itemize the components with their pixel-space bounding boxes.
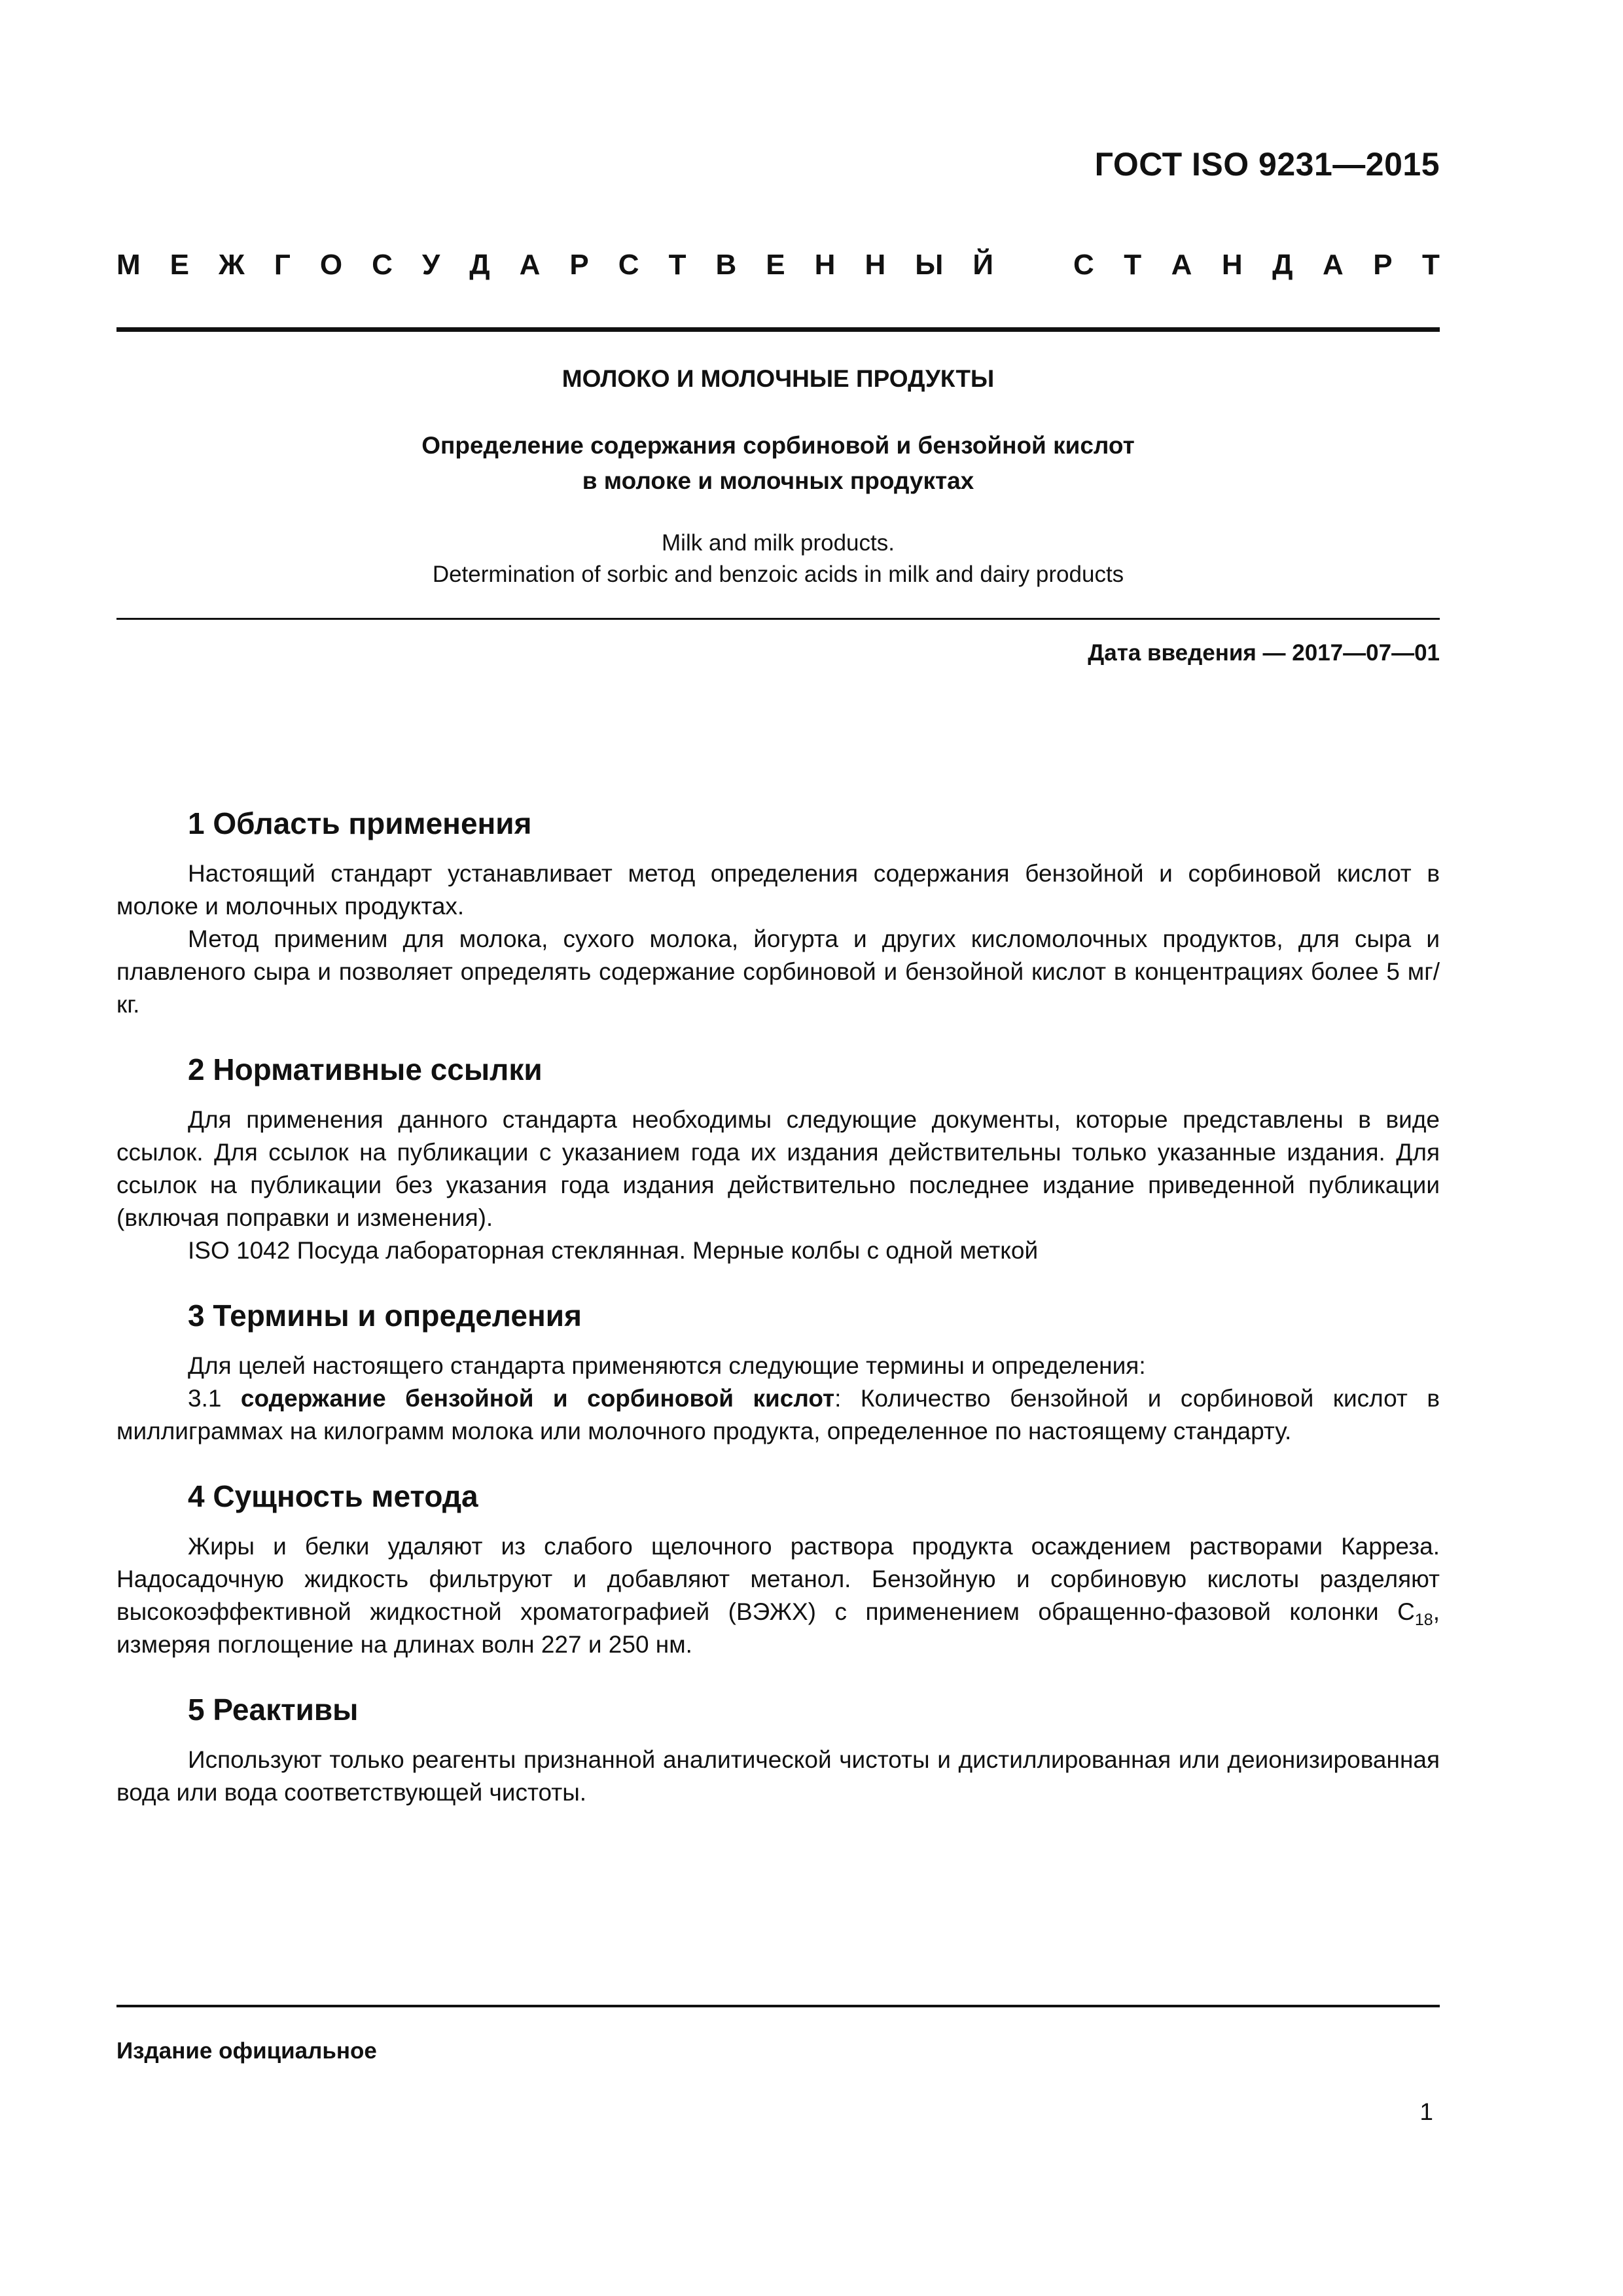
banner-letter: У: [421, 249, 440, 281]
introduction-date: Дата введения — 2017—07—01: [1088, 640, 1440, 666]
official-edition-note: Издание официальное: [116, 2038, 377, 2064]
banner-letter: А: [1322, 249, 1344, 281]
banner-letter: Т: [668, 249, 687, 281]
banner-letter: Н: [814, 249, 836, 281]
banner-letter: С: [1073, 249, 1094, 281]
banner-letter: Р: [1373, 249, 1393, 281]
english-title-line-1: Milk and milk products.: [662, 530, 895, 556]
paragraph: [116, 1530, 1440, 1661]
section-heading: 1 Область применения: [188, 806, 532, 840]
banner-letter: Т: [1124, 249, 1142, 281]
banner-letter: Д: [469, 249, 490, 281]
banner-letter: Г: [274, 249, 291, 281]
section-scope: [116, 804, 1440, 1021]
banner-letter: А: [519, 249, 541, 281]
banner-letter: С: [618, 249, 639, 281]
subtitle-line-1: Определение содержания сорбиновой и бензойной кислот: [421, 432, 1135, 459]
banner-letter: Д: [1272, 249, 1293, 281]
subtitle: [116, 428, 1440, 499]
document-body: [116, 804, 1440, 1838]
english-title-line-2: Determination of sorbic and benzoic acids in milk and dairy products: [432, 562, 1124, 587]
paragraph-text: Жиры и белки удаляют из слабого щелочного раствора продукта осаждением растворами Карреза. Надосадочную жидкость фильтруют и добавляют метанол. Бензойную и сорбиновую кислоты разделяют высокоэффективной жидкостной хроматографией (ВЭЖХ) с применением обращенно-фазовой колонки С: [116, 1533, 1440, 1625]
footer-divider: [116, 2005, 1440, 2007]
standard-type-word-1: [116, 249, 993, 281]
definition-text: : Количество бензойной и сорбиновой кислот в миллиграммах на килограмм молока или молочного продукта, определенное по настоящему стандарту.: [116, 1385, 1440, 1444]
banner-letter: Й: [972, 249, 993, 281]
paragraph: ISO 1042 Посуда лабораторная стеклянная. Мерные колбы с одной меткой: [188, 1237, 1039, 1264]
paragraph: Для целей настоящего стандарта применяются следующие термины и определения:: [188, 1352, 1146, 1379]
page-number: 1: [1419, 2098, 1433, 2125]
section-heading: 5 Реактивы: [188, 1693, 359, 1727]
paragraph: Настоящий стандарт устанавливает метод определения содержания бензойной и сорбиновой кислот в молоке и молочных продуктах.: [116, 860, 1440, 920]
section-normative-references: [116, 1050, 1440, 1267]
title-divider: [116, 618, 1440, 620]
section-method-principle: [116, 1477, 1440, 1661]
paragraph-text: , измеряя поглощение на длинах волн 227 и 250 нм.: [116, 1598, 1440, 1658]
banner-letter: О: [319, 249, 343, 281]
banner-letter: Ы: [915, 249, 944, 281]
section-heading: 3 Термины и определения: [188, 1299, 582, 1333]
definition-paragraph: [116, 1382, 1440, 1448]
section-reagents: [116, 1690, 1440, 1809]
standard-type-banner: [116, 249, 1440, 281]
subtitle-line-2: в молоке и молочных продуктах: [582, 467, 974, 494]
english-title: [116, 528, 1440, 590]
banner-letter: А: [1171, 249, 1192, 281]
defined-term: содержание бензойной и сорбиновой кислот: [240, 1385, 835, 1412]
section-heading: 4 Сущность метода: [188, 1479, 478, 1513]
standard-type-word-2: [1073, 249, 1440, 281]
paragraph: Для применения данного стандарта необходимы следующие документы, которые представлены в виде ссылок. Для ссылок на публикации с указанием года их издания действительны только указанные издания. Для ссылок на публикации без указания года издания действительно последнее издание приведенной публикации (включая поправки и изменения).: [116, 1106, 1440, 1231]
banner-letter: Ж: [219, 249, 245, 281]
banner-letter: В: [715, 249, 737, 281]
banner-letter: Е: [766, 249, 785, 281]
paragraph: Используют только реагенты признанной аналитической чистоты и дистиллированная или деионизированная вода или вода соответствующей чистоты.: [116, 1746, 1440, 1806]
section-terms-definitions: [116, 1296, 1440, 1448]
banner-letter: Н: [1221, 249, 1243, 281]
definition-number: 3.1: [188, 1385, 241, 1412]
document-code: ГОСТ ISO 9231—2015: [1094, 146, 1440, 183]
banner-letter: Е: [169, 249, 190, 281]
banner-letter: М: [116, 249, 141, 281]
banner-letter: Т: [1422, 249, 1440, 281]
main-title: МОЛОКО И МОЛОЧНЫЕ ПРОДУКТЫ: [562, 365, 995, 392]
banner-letter: Н: [865, 249, 886, 281]
subscript: 18: [1414, 1611, 1433, 1629]
paragraph: Метод применим для молока, сухого молока, йогурта и других кисломолочных продуктов, для сыра и плавленого сыра и позволяет определять содержание сорбиновой и бензойной кислот в концентрациях более 5 мг/кг.: [116, 925, 1440, 1018]
section-heading: 2 Нормативные ссылки: [188, 1052, 543, 1086]
banner-letter: С: [372, 249, 393, 281]
banner-letter: Р: [569, 249, 589, 281]
header-divider: [116, 327, 1440, 332]
